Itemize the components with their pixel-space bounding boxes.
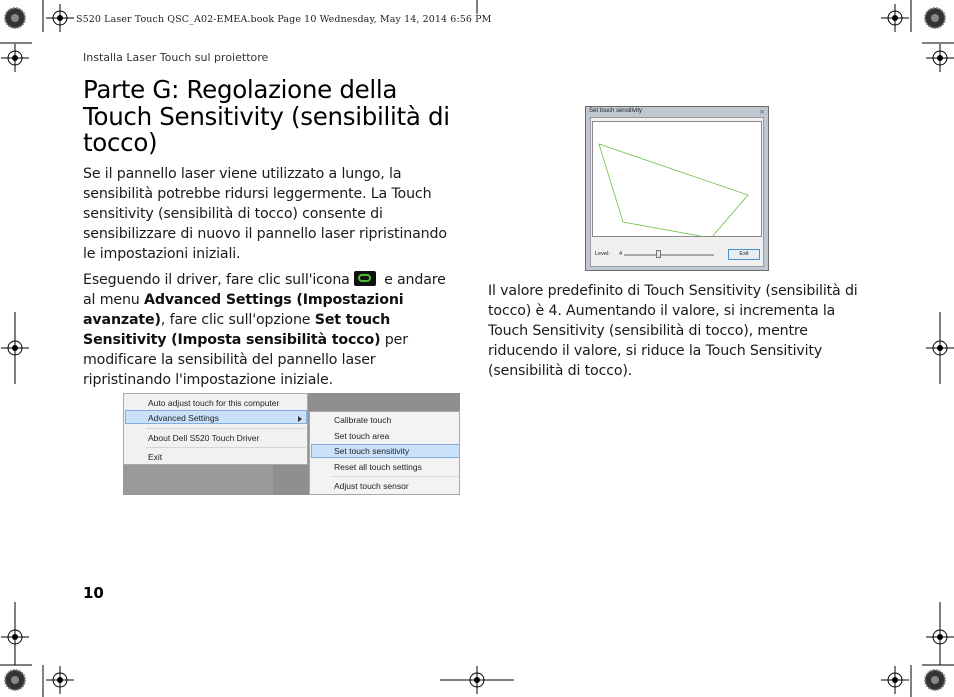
instructions-text-4: per modificare la sensibilità del pannello laser ripristinando l'impostazione iniziale. [83, 332, 408, 388]
menu-item-auto-adjust[interactable]: Auto adjust touch for this computer [148, 398, 280, 408]
registration-mark-icon [881, 4, 909, 32]
default-value-paragraph: Il valore predefinito di Touch Sensitivity (sensibilità di tocco) è 4. Aumentando il valore, si incrementa la Touch Sensitivity (sensibilità di tocco), mentre riducendo il valore, si riduce la Touch Sensitivity (sensibilità di tocco). [488, 283, 858, 379]
advanced-settings-bold: Advanced Settings (Impostazioni avanzate) [83, 292, 404, 328]
instructions-text-1: Eseguendo il driver, fare clic sull'icona [83, 272, 350, 288]
set-touch-sensitivity-bold: Set touch Sensitivity (Imposta sensibilità tocco) [83, 312, 391, 348]
close-icon[interactable]: × [759, 108, 765, 116]
section-title: Parte G: Regolazione della Touch Sensitivity (sensibilità di tocco) [83, 75, 450, 157]
dialog-title: Set touch sensitivity [589, 108, 643, 114]
level-label: Level: [595, 251, 610, 257]
registration-mark-icon [5, 8, 25, 28]
registration-mark-icon [46, 4, 74, 32]
registration-mark-icon [5, 670, 25, 690]
menu-item-exit[interactable]: Exit [148, 452, 163, 462]
exit-button[interactable]: Exit [728, 249, 760, 260]
level-value: 4 [619, 251, 623, 257]
submenu-item-adjust-sensor[interactable]: Adjust touch sensor [334, 481, 409, 491]
page-number: 10 [83, 584, 104, 602]
registration-mark-icon [925, 8, 945, 28]
instructions-text-2: e andare al menu [83, 272, 446, 308]
running-head: Installa Laser Touch sul proiettore [83, 51, 269, 64]
registration-mark-icon [926, 44, 954, 72]
menu-item-about[interactable]: About Dell S520 Touch Driver [148, 433, 260, 443]
instructions-text-3: , fare clic sull'opzione [160, 312, 315, 328]
registration-mark-icon [46, 666, 74, 694]
registration-mark-icon [881, 666, 909, 694]
registration-mark-icon [925, 670, 945, 690]
printer-slug-line: S520 Laser Touch QSC_A02-EMEA.book Page 10 Wednesday, May 14, 2014 6:56 PM [76, 14, 492, 25]
submenu-item-calibrate[interactable]: Calibrate touch [334, 415, 392, 425]
registration-mark-icon [1, 44, 29, 72]
menu-item-advanced-settings[interactable]: Advanced Settings [148, 413, 219, 423]
submenu-item-set-touch-area[interactable]: Set touch area [334, 431, 390, 441]
intro-paragraph: Se il pannello laser viene utilizzato a lungo, la sensibilità potrebbe ridursi leggermente. La Touch sensitivity (sensibilità di tocco) consente di sensibilizzare di nuovo il pannello laser ripristinando le impostazioni iniziali. [83, 166, 447, 262]
submenu-item-set-touch-sensitivity[interactable]: Set touch sensitivity [334, 446, 410, 456]
submenu-item-reset-all[interactable]: Reset all touch settings [334, 462, 422, 472]
